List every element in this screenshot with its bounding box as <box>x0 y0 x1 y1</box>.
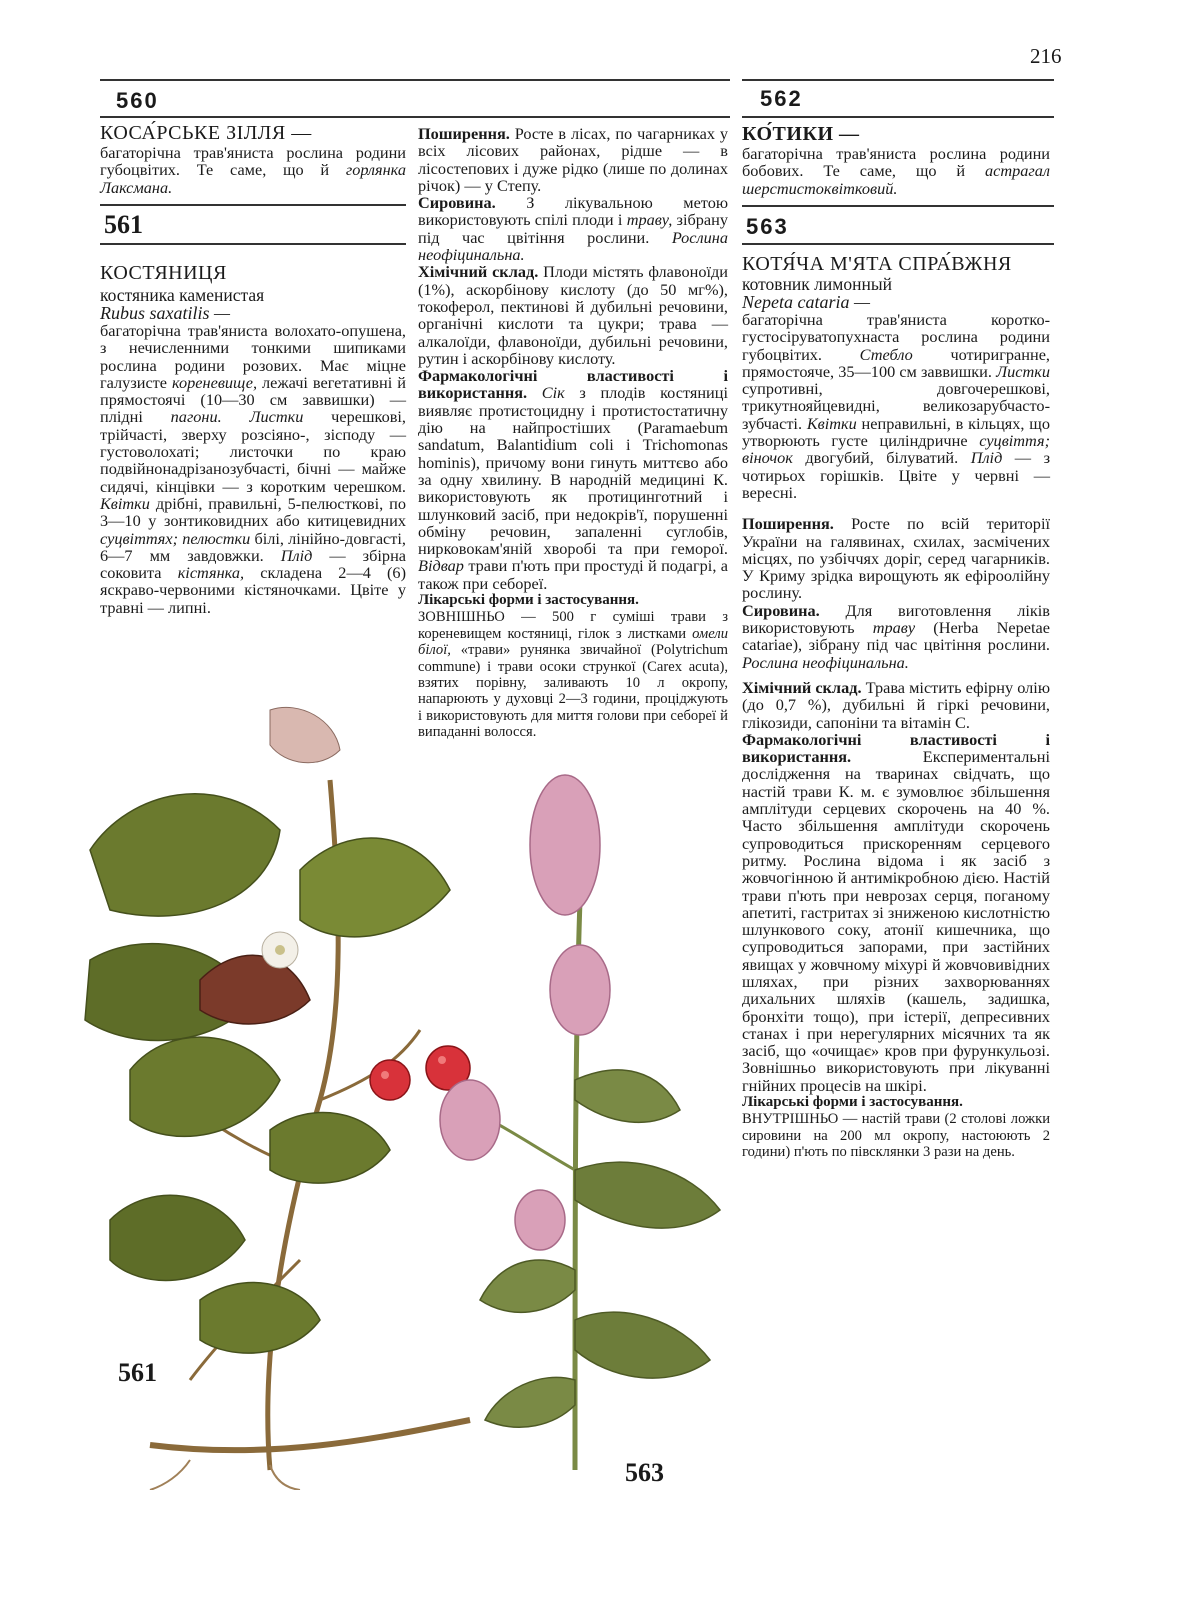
entry-561-description-text <box>100 322 406 616</box>
entry-561-details <box>418 125 728 741</box>
entry-561-spread-label: Поширення. <box>418 124 510 143</box>
entry-563-pharm-label: Фармакологічні властивості і використання. <box>742 729 1050 767</box>
entry-563-raw-text-2: (Herba Nepetae catariae), зібрану під час цвітіння рослини. <box>742 618 1050 655</box>
entry-560-rule <box>100 116 730 118</box>
entry-563-desc-run-0: багаторічна трав'яниста коротко-густосіруватопухнаста рослина родини губоцвітих. <box>742 310 1050 364</box>
entry-561-forms-label: Лікарські форми і застосування. <box>418 592 639 609</box>
entry-561-latin-name: Rubus saxatilis — <box>100 303 231 323</box>
entry-561-raw-text-2: зібрану під час цвітіння рослини. <box>418 210 728 247</box>
entry-562 <box>742 123 1050 197</box>
entry-561-spread-text: Росте в лісах, по чагарниках у всіх лісових районах, рідше — в лісостепових і дуже рідко (лише по долинах річок) — у Степу. <box>418 124 728 195</box>
entry-561-raw-italic-1: траву, <box>626 210 673 230</box>
entry-563-desc-run-4: супротивні, довгочерешкові, трикутнояйцевидні, великозарубчасто-зубчасті. <box>742 379 1050 433</box>
entry-561-pharm-text <box>418 383 728 592</box>
entry-563-forms-label: Лікарські форми і застосування. <box>742 1094 963 1111</box>
entry-561-desc-run-3: пагони. <box>170 407 222 427</box>
entry-560-text: багаторічна трав'яниста рослина родини губоцвітих. Те саме, що й <box>100 143 406 180</box>
entry-number-560: 560 <box>116 88 159 113</box>
entry-563-desc-run-5: Квітки <box>806 413 857 433</box>
entry-563 <box>742 253 1050 1161</box>
entry-563-desc-run-3: Листки <box>996 361 1050 381</box>
entry-561-desc-run-9: суцвіттях; пелюстки <box>100 528 251 548</box>
entry-560-xref: горлянка Лаксмана. <box>100 160 406 197</box>
entry-561-desc-run-5: Листки <box>249 407 304 427</box>
entry-563-desc-run-2: чотиригранне, прямостояче, 35—100 см заввишки. <box>742 344 1051 381</box>
entry-561-chem-text: Плоди містять флавоноїди (1%), аскорбінову кислоту (до 50 мг%), токоферол, пектинові й дубильні речовини, органічні кислоти та цукри; трава — алкалоїди, флавоноїди, дубильні речовини, рутин і аскорбінову кислоту. <box>418 262 728 368</box>
entry-563-raw-text-1: Для виготовлення ліків використовують <box>742 600 1050 638</box>
entry-561-pharm-label: Фармакологічні властивості і використання. <box>418 366 728 403</box>
entry-561-pharm-run-1: Сік <box>541 383 565 403</box>
entry-563-chem-text: Трава містить ефірну олію (до 0,7 %), дубильні й гіркі речовини, глікозиди, сапоніни та вітамін С. <box>742 677 1050 732</box>
entry-number-562: 562 <box>760 86 803 111</box>
entry-560-title: КОСА́РСЬКЕ ЗІЛЛЯ — <box>100 122 312 144</box>
entry-563-rule-top <box>742 205 1054 207</box>
entry-561-desc-run-12: — збірна соковита <box>100 545 407 583</box>
entry-561-desc-run-0: багаторічна трав'яниста волохато-опушена, з нечисленними тонкими шипиками рослина родини розових. Має міцне галузисте <box>100 321 406 392</box>
entry-563-russian-name: котовник лимонный <box>742 274 892 294</box>
entry-563-description-text <box>742 311 1050 501</box>
entry-562-rule <box>742 116 1054 118</box>
entry-562-title: КО́ТИКИ — <box>742 123 860 145</box>
entry-561-desc-run-7: Квітки <box>100 493 150 513</box>
entry-563-chem-label: Хімічний склад. <box>742 677 862 697</box>
entry-563-spread-text: Росте по всій території України на галявинах, схилах, засмічених місцях, по узбіччях доріг, серед чагарників. У Криму зрідка вирощують як ефіроолійну рослину. <box>742 514 1050 603</box>
entry-561-forms-run-2: «трави» рунянка звичайної (Polytrichum commune) і трави осоки стрункої (Carex acuta), взятих порівну, заливають 10 л окропу, напарюють у духовці 2—3 години, проціджують і використовують для миття голови при себореї й випаданні волосся. <box>418 642 728 741</box>
entry-561-desc-run-8: дрібні, правильні, 5-пелюсткові, по 3—10 у зонтиковидних або китицевидних <box>100 493 406 531</box>
entry-563-desc-run-1: Стебло <box>859 344 913 364</box>
entry-561-desc-run-14: складена 2—4 (6) яскраво-червоними кістяночками. Цвіте у травні — липні. <box>100 563 406 617</box>
entry-563-raw-label: Сировина. <box>742 600 820 620</box>
entry-561-rule-top <box>100 204 406 206</box>
entry-561-desc-run-6: черешкові, трійчасті, зверху розсіяно-, зісподу — густоволохаті; листочки по краю подвійнонадрізанозубчасті, бічні — майже сидячі, кінцівки — з коротким черешком. <box>100 407 406 496</box>
entry-number-563: 563 <box>746 214 789 239</box>
botanical-illustration <box>70 700 750 1490</box>
entry-561-desc-run-10: білі, лінійно-довгасті, 6—7 мм завдовжки. <box>100 528 406 565</box>
header-rule-left <box>100 79 730 81</box>
entry-563-desc-run-10: — з чотирьох горішків. Цвіте у червні — вересні. <box>742 448 1050 502</box>
header-rule-right <box>742 79 1054 81</box>
entry-561-forms-run-0: ЗОВНІШНЬО — 500 г суміші трави з кореневищем костяниці, гілок з листками <box>418 609 728 642</box>
entry-563-desc-run-7: суцвіття; віночок <box>742 431 1050 468</box>
page-number: 216 <box>1030 44 1062 68</box>
entry-563-latin-name: Nepeta cataria — <box>742 292 870 312</box>
entry-563-rule-bottom <box>742 243 1054 245</box>
entry-561-forms-run-1: омели білої, <box>418 625 728 659</box>
entry-563-desc-run-8: двогубий, білуватий. <box>792 448 971 468</box>
entry-561-raw-label: Сировина. <box>418 193 496 213</box>
entry-561-raw-text-1: З лікувальною метою використовують спілі плоди і <box>418 193 728 230</box>
figure-label-563: 563 <box>625 1458 664 1487</box>
entry-561-rule-bottom <box>100 243 406 245</box>
entry-563-raw-italic-2: Рослина неофіцинальна. <box>742 652 909 672</box>
entry-561-desc-run-4 <box>222 407 250 426</box>
entry-number-561: 561 <box>104 210 143 239</box>
entry-563-title: КОТЯ́ЧА М'ЯТА СПРА́ВЖНЯ <box>742 253 1012 275</box>
entry-562-xref: астрагал шерстистоквітковий. <box>742 161 1050 198</box>
entry-562-text: багаторічна трав'яниста рослина родини бобових. Те саме, що й <box>742 144 1050 181</box>
entry-561-russian-name: костяника каменистая <box>100 285 265 305</box>
entry-560 <box>100 122 406 196</box>
entry-561-description <box>100 262 406 616</box>
entry-561-raw-italic-2: Рослина неофіцинальна. <box>418 227 728 265</box>
entry-561-desc-run-13: кістянка, <box>177 563 245 583</box>
entry-563-pharm-text: Експериментальні дослідження на тваринах свідчать, що настій трави К. м. є зумовлює збільшення амплітуди серцевих скорочень на 40 %. Часто збільшення амплітуди скорочень супроводиться прискоренням серцевого ритму. Рослина відома і як засіб з жовчогінною й антимікробною дією. Настій трави п'ють при неврозах серця, поганому апетиті, гастритах зі зниженою кислотністю шлункового соку, атонії кишечника, що супроводиться запорами, при застійних явищах у жовчному міхурі й жовчовивідних шляхах, при різних захворюваннях дихальних шляхів (кашель, задишка, бронхіти тощо), при істерії, депресивних станах і при нерегулярних місячних та як засіб, що «очищає» кров при фурункульозі. Зовнішньо використовують при лікуванні гнійних процесів на шкірі. <box>742 747 1050 1095</box>
entry-561-desc-run-11: Плід <box>280 545 313 565</box>
entry-561-pharm-run-4: трави п'ють при простуді й подагрі, а також при себореї. <box>418 556 728 593</box>
entry-561-desc-run-2: лежачі вегетативні й прямостоячі (10—30 см заввишки) — плідні <box>100 372 406 427</box>
entry-561-chem-label: Хімічний склад. <box>418 262 539 282</box>
entry-561-pharm-run-2: з плодів костяниці виявляє протистоцидну і протистостатичну дію на найпростіших (Paramaebum sandatum, Balantidium coli і Trichomonas hominis), причому вони гинуть миттєво або за одну хвилину. В народній медицині К. використовують як протицинготний і шлунковий засіб, при недокрів'ї, порушенні обміну речовин, запаленні суглобів, нирковокам'яній хворобі та при геморої. <box>418 383 728 559</box>
entry-561-pharm-run-3: Відвар <box>418 556 464 576</box>
entry-561-title: КОСТЯНИЦЯ <box>100 262 227 284</box>
figure-label-561: 561 <box>118 1358 157 1387</box>
entry-561-desc-run-1: кореневище, <box>172 372 258 392</box>
entry-563-desc-run-6: неправильні, в кільцях, що утворюють густе циліндричне <box>742 413 1050 451</box>
entry-561-pharm-run-0 <box>527 383 542 402</box>
catnip-illustration <box>440 775 720 1470</box>
entry-563-desc-run-9: Плід <box>970 448 1003 468</box>
entry-563-forms-text: ВНУТРІШНЬО — настій трави (2 столові ложки сировини на 200 мл окропу, настоюють 2 години) п'ють по півсклянки 3 рази на день. <box>742 1111 1050 1161</box>
entry-563-raw-italic-1: траву <box>872 618 916 638</box>
berry-1 <box>370 1060 410 1100</box>
entry-563-spread-label: Поширення. <box>742 514 834 534</box>
